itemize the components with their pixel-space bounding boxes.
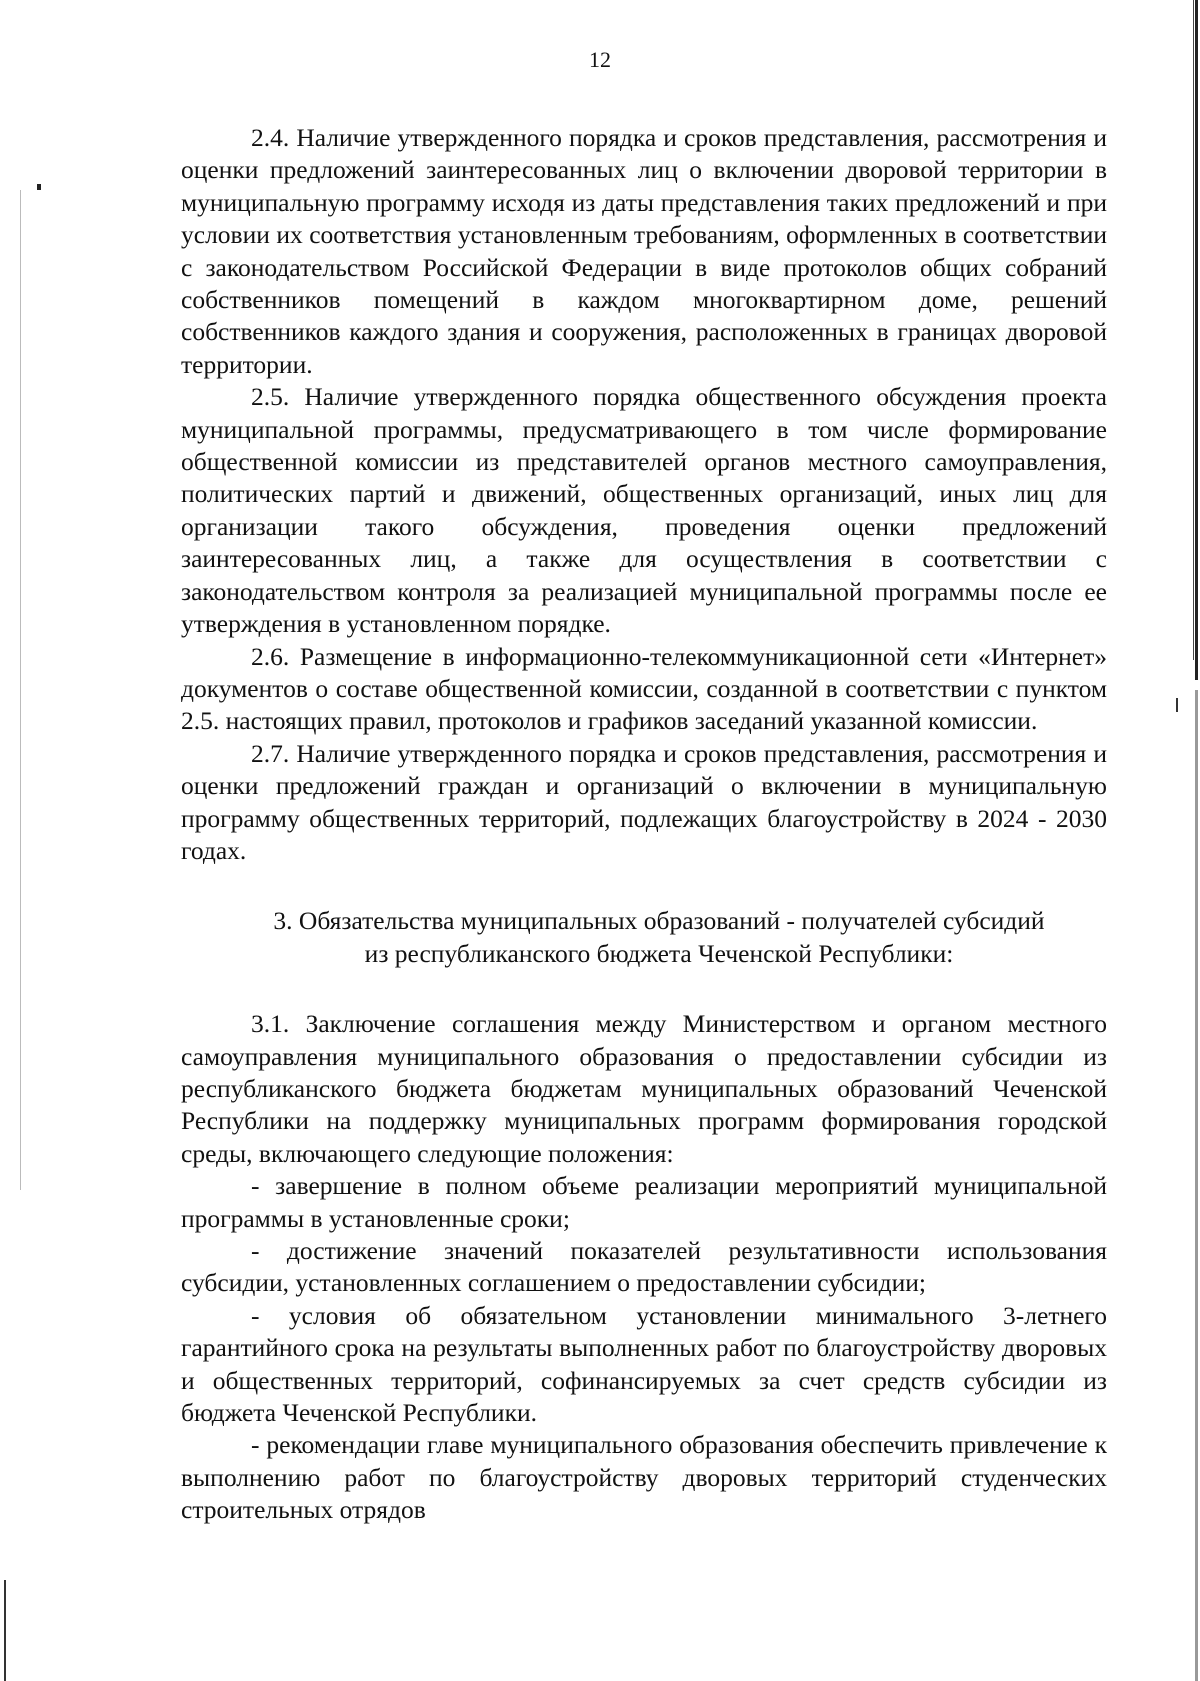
scan-edge-left-bottom xyxy=(4,1580,6,1681)
list-item-recommendation: - рекомендации главе муниципального образования обеспечить привлечение к выполнению работ по благоустройству дворовых территорий студенческих строительных отрядов xyxy=(181,1430,1107,1525)
list-item-warranty: - условия об обязательном установлении минимального 3-летнего гарантийного срока на результаты выполненных работ по благоустройству дворовых и общественных территорий, софинансируемых за счет средств субсидии из бюджета Чеченской Республики. xyxy=(181,1300,1107,1428)
document-body xyxy=(181,122,1107,1527)
section-heading-line-2: из республиканского бюджета Чеченской Республики: xyxy=(364,938,954,968)
section-heading-line-1: 3. Обязательства муниципальных образований - получателей субсидий xyxy=(273,906,1045,936)
scan-mark-right xyxy=(1176,698,1178,712)
paragraph-2-7: 2.7. Наличие утвержденного порядка и сроков представления, рассмотрения и оценки предложений граждан и организаций о включении в муниципальную программу общественных территорий, подлежащих благоустройству в 2024 - 2030 годах. xyxy=(181,738,1107,865)
paragraph-3-1: 3.1. Заключение соглашения между Министерством и органом местного самоуправления муниципального образования о предоставлении субсидии из республиканского бюджета бюджетам муниципальных образований Чеченской Республики на поддержку муниципальных программ формирования городской среды, включающего следующие положения: xyxy=(181,1009,1107,1168)
scan-edge-right xyxy=(1195,0,1198,1681)
list-item-completion: - завершение в полном объеме реализации мероприятий муниципальной программы в установленные сроки; xyxy=(181,1171,1107,1233)
section-heading-3 xyxy=(181,905,1107,970)
scan-edge-right-inner xyxy=(1193,0,1194,660)
paragraph-2-5: 2.5. Наличие утвержденного порядка общественного обсуждения проекта муниципальной программы, предусматривающего в том числе формирование общественной комиссии из представителей органов местного самоуправления, политических партий и движений, общественных организаций, иных лиц для организации такого обсуждения, проведения оценки предложений заинтересованных лиц, а также для осуществления в соответствии с законодательством контроля за реализацией муниципальной программы после ее утверждения в установленном порядке. xyxy=(181,382,1107,639)
paragraph-2-6: 2.6. Размещение в информационно-телекоммуникационной сети «Интернет» документов о составе общественной комиссии, созданной в соответствии с пунктом 2.5. настоящих правил, протоколов и графиков заседаний указанной комиссии. xyxy=(181,641,1107,736)
page-number: 12 xyxy=(589,47,611,72)
scan-dot xyxy=(37,184,41,190)
scan-edge-left xyxy=(20,190,21,1190)
list-item-indicators: - достижение значений показателей результативности использования субсидии, установленных соглашением о предоставлении субсидии; xyxy=(181,1236,1107,1298)
paragraph-2-4: 2.4. Наличие утвержденного порядка и сроков представления, рассмотрения и оценки предложений заинтересованных лиц о включении дворовой территории в муниципальную программу исходя из даты представления таких предложений и при условии их соответствия установленным требованиям, оформленных в соответствии с законодательством Российской Федерации в виде протоколов общих собраний собственников помещений в каждом многоквартирном доме, решений собственников каждого здания и сооружения, расположенных в границах дворовой территории. xyxy=(181,123,1107,379)
